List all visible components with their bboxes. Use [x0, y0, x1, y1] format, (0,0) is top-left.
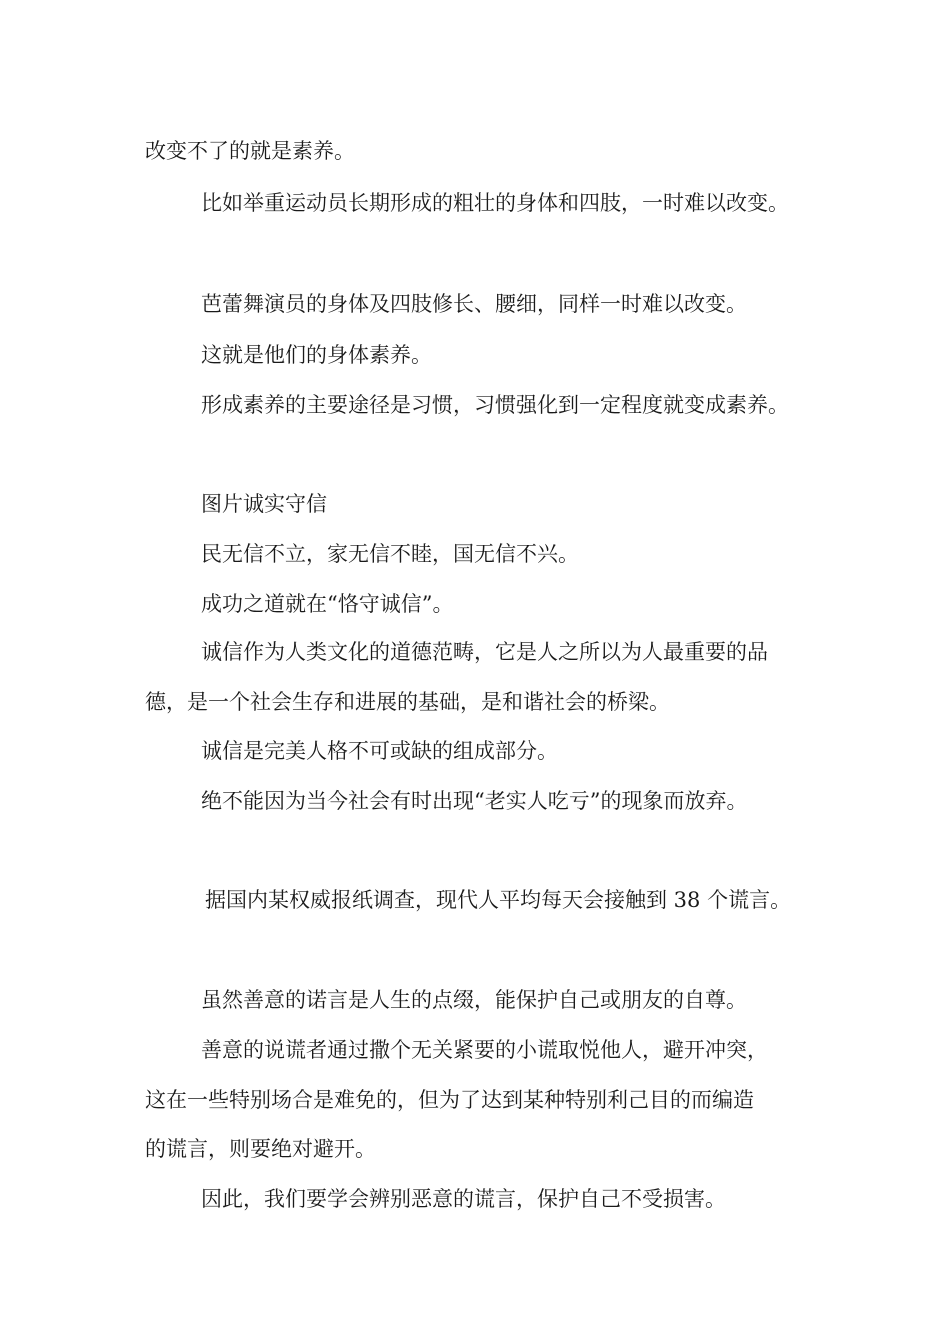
text-line: 诚信作为人类文化的道德范畴，它是人之所以为人最重要的品	[201, 640, 768, 664]
text-line: 善意的说谎者通过撒个无关紧要的小谎取悦他人，避开冲突，	[201, 1038, 768, 1062]
text-line: 绝不能因为当今社会有时出现“老实人吃亏”的现象而放弃。	[201, 789, 748, 813]
text-line: 形成素养的主要途径是习惯，习惯强化到一定程度就变成素养。	[201, 393, 789, 417]
text-line: 比如举重运动员长期形成的粗壮的身体和四肢，一时难以改变。	[201, 191, 789, 215]
text-line: 因此，我们要学会辨别恶意的谎言，保护自己不受损害。	[201, 1187, 726, 1211]
text-line: 民无信不立，家无信不睦，国无信不兴。	[201, 542, 579, 566]
text-line: 这就是他们的身体素养。	[201, 343, 432, 367]
text-line: 虽然善意的诺言是人生的点缀，能保护自己或朋友的自尊。	[201, 988, 747, 1012]
section-heading: 图片诚实守信	[201, 492, 327, 516]
text-line: 改变不了的就是素养。	[145, 139, 355, 163]
text-line: 成功之道就在“恪守诚信”。	[201, 592, 454, 616]
text-line: 这在一些特别场合是难免的，但为了达到某种特别利己目的而编造	[145, 1088, 754, 1112]
text-line: 的谎言，则要绝对避开。	[145, 1137, 376, 1161]
text-line: 德，是一个社会生存和进展的基础，是和谐社会的桥梁。	[145, 690, 670, 714]
text-line: 诚信是完美人格不可或缺的组成部分。	[201, 739, 558, 763]
text-line: 芭蕾舞演员的身体及四肢修长、腰细，同样一时难以改变。	[201, 292, 747, 316]
text-line: 据国内某权威报纸调查，现代人平均每天会接触到 38 个谎言。	[205, 888, 792, 912]
